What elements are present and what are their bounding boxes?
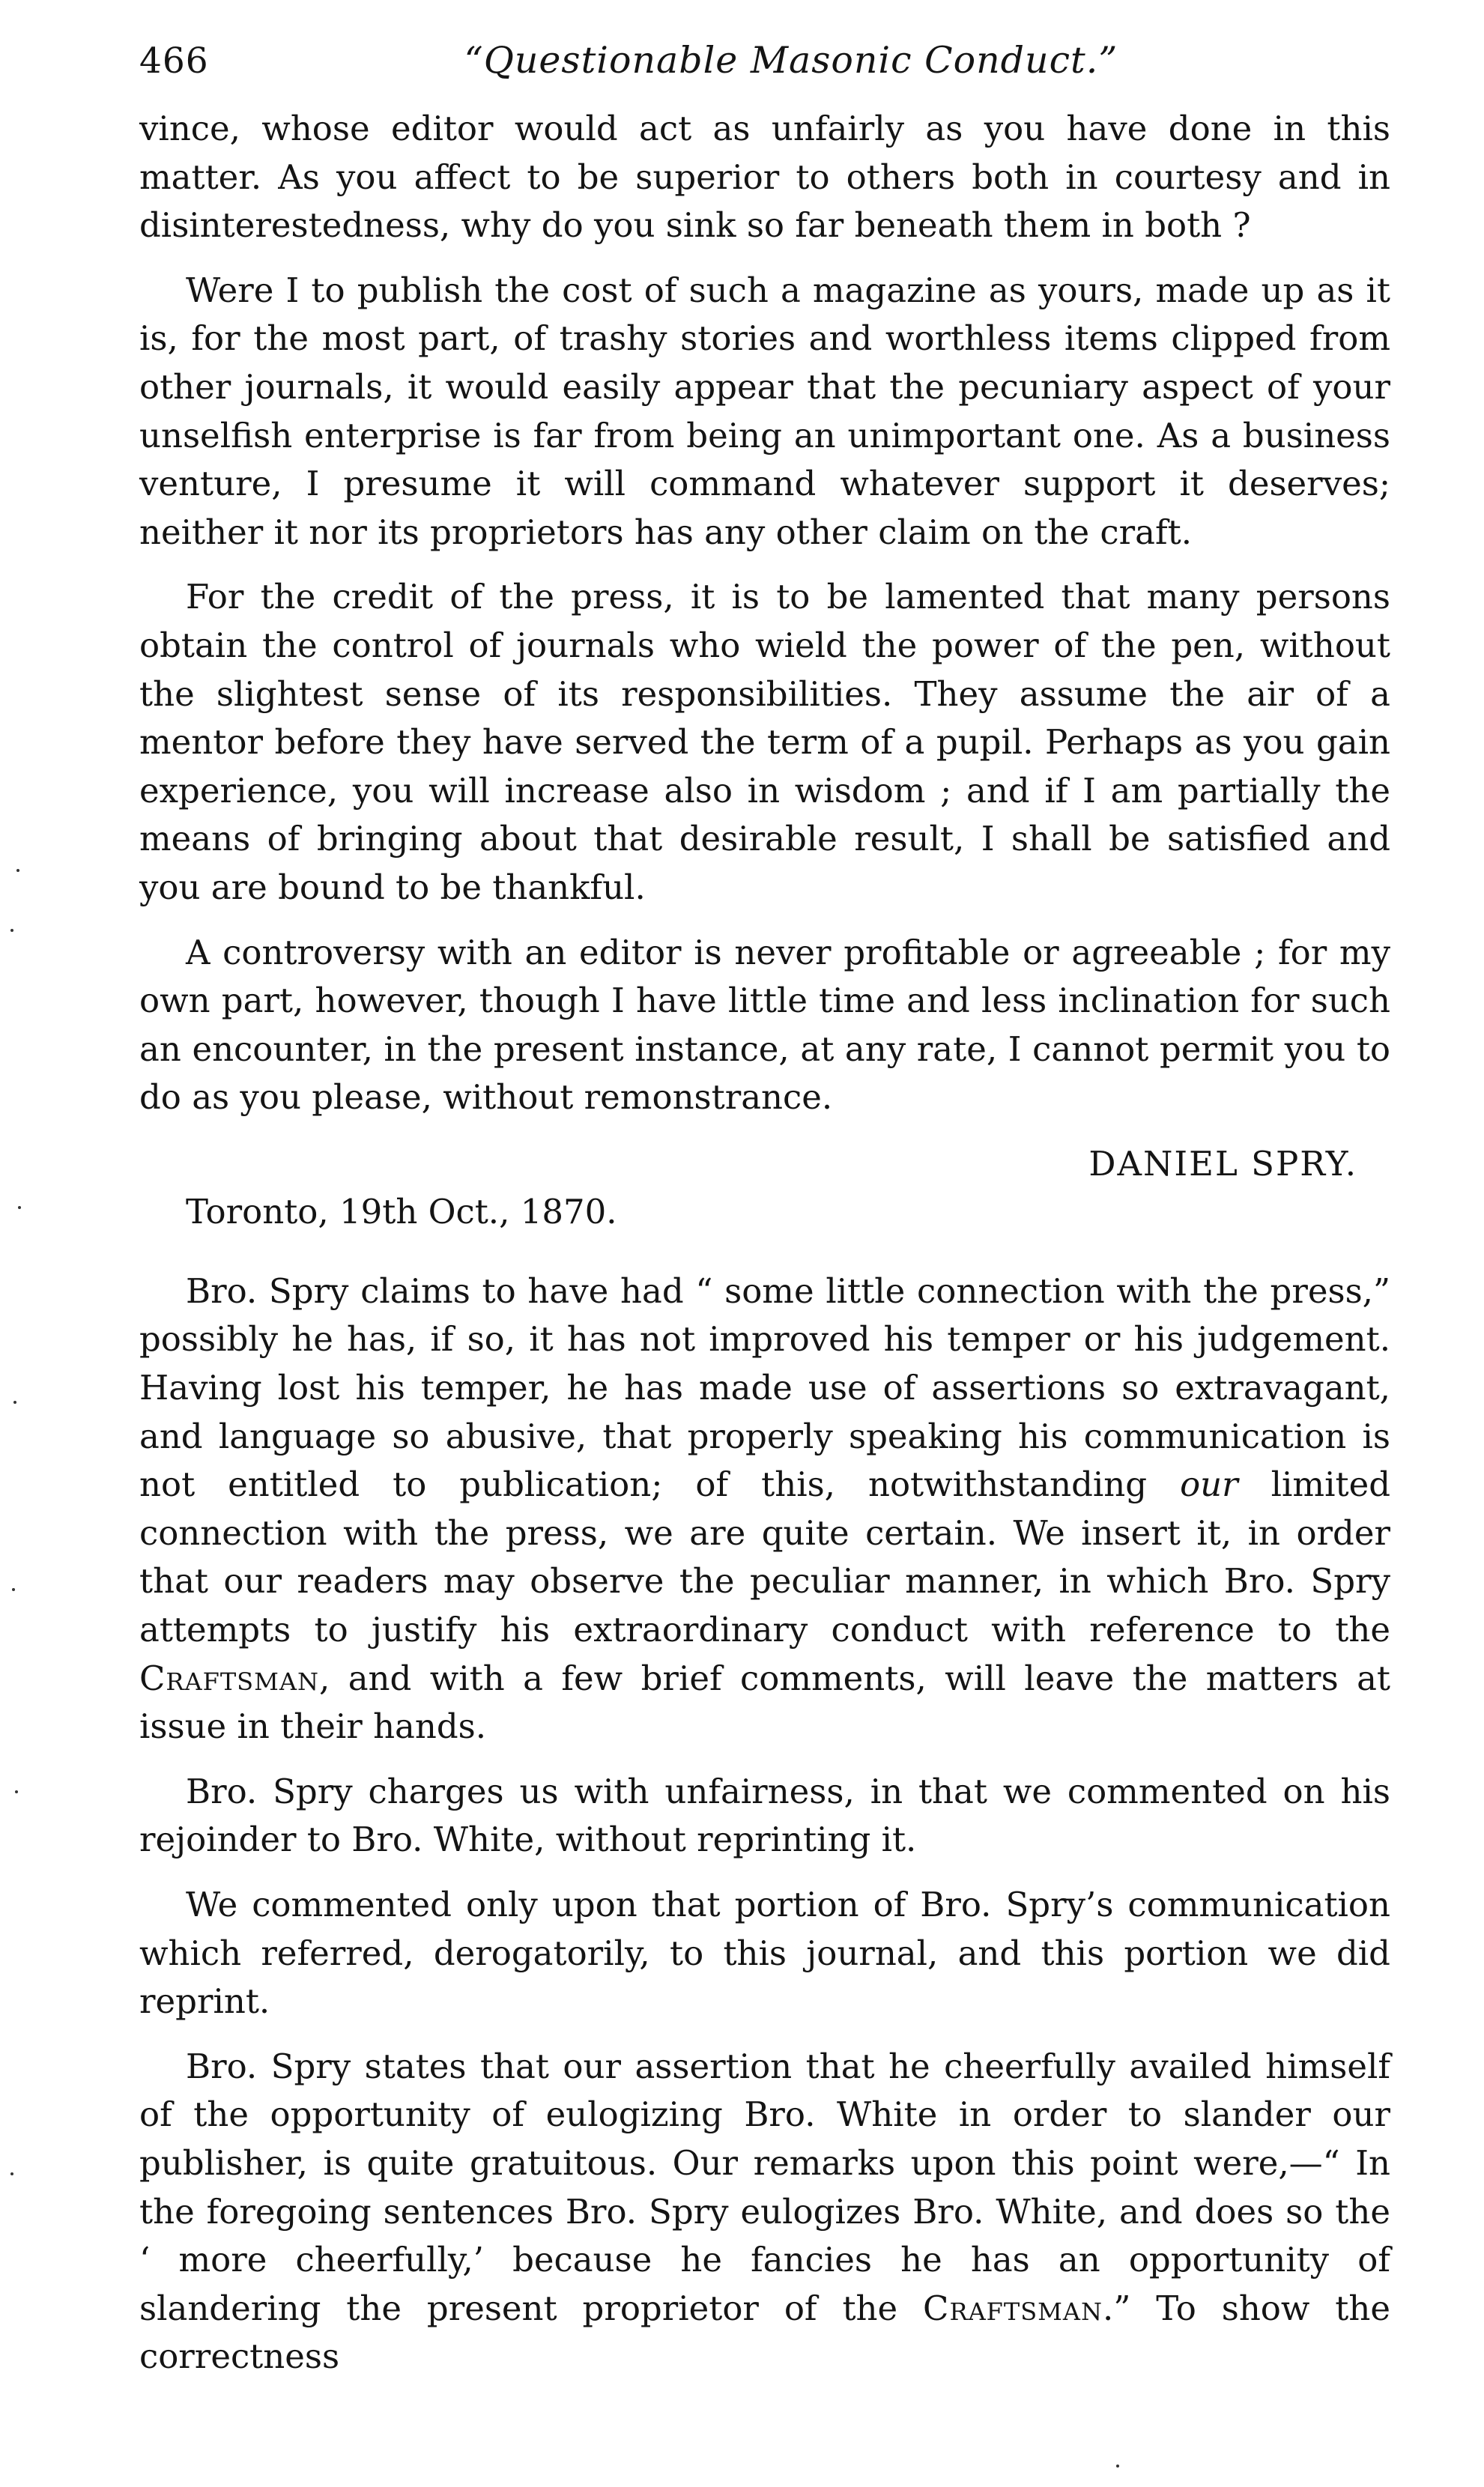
journal-name: Craftsman	[139, 1658, 319, 1698]
reply-text: limited connection with the press, we are quite certain. We insert it, in order that our readers may observe the peculiar manner, in which Bro. Spry attempts to justify his extraordinary conduct with reference to the	[139, 1464, 1391, 1650]
reply-paragraph-2: Bro. Spry charges us with unfairness, in that we commented on his rejoinder to Bro. White, without reprinting it.	[139, 1771, 1390, 1860]
reply-paragraph-3: We commented only upon that portion of Bro. Spry’s communication which referred, derogatorily, to this journal, and this portion we did reprint.	[139, 1885, 1390, 2022]
reply-text: .” To show the correctness	[139, 2288, 1390, 2377]
scan-speck	[10, 2172, 13, 2175]
dateline: Toronto, 19th Oct., 1870.	[186, 1191, 617, 1232]
letter-paragraph-3: For the credit of the press, it is to be lamented that many persons obtain the control of journals who wield the power of the pen, without the slightest sense of its responsibilities. They assume the air of a mentor before they have served the term of a pupil. Perhaps as you gain experience, you will increase also in wisdom ; and if I am partially the means of bringing about that desirable result, I shall be satisfied and you are bound to be thankful.	[139, 577, 1390, 907]
reply-text: Bro. Spry states that our assertion that he cheerfully availed himself of the opportunity of eulogizing Bro. White in order to slander our publisher, is quite gratuitous. Our remarks upon this point were,—“ In the foregoing sentences Bro. Spry eulogizes Bro. White, and does so the ‘ more cheerfully,’ because he fancies he has an opportunity of slandering the present proprietor of the	[139, 2046, 1390, 2328]
letter-paragraph-2: Were I to publish the cost of such a magazine as yours, made up as it is, for the most part, of trashy stories and worthless items clipped from other journals, it would easily appear that the pecuniary aspect of your unselfish enterprise is far from being an unimportant one. As a business venture, I presume it will command whatever support it deserves; neither it nor its proprietors has any other claim on the craft.	[139, 270, 1390, 552]
reply-text: Bro. Spry claims to have had “ some little connection with the press,” possibly he has, if so, it has not improved his temper or his judgement. Having lost his temper, he has made use of assertions so extravagant, and language so abusive, that properly speaking his communication is not entitled to publication; of this, notwithstanding	[139, 1270, 1390, 1505]
scan-speck	[15, 1790, 18, 1793]
letter-paragraph-4: A controversy with an editor is never profitable or agreeable ; for my own part, however, though I have little time and less inclination for such an encounter, in the present instance, at any rate, I cannot permit you to do as you please, without remonstrance.	[139, 932, 1390, 1118]
reply-paragraph-4	[139, 2043, 1390, 2381]
journal-name: Craftsman	[923, 2288, 1103, 2328]
scan-speck	[10, 929, 13, 932]
signature: DANIEL SPRY.	[1088, 1143, 1357, 1184]
reply-paragraph-1	[139, 1267, 1390, 1751]
scan-speck	[18, 1206, 21, 1209]
page-body	[139, 105, 1390, 2381]
page-number: 466	[139, 40, 209, 82]
page-header	[139, 36, 1390, 90]
scan-speck	[16, 869, 19, 872]
letter-paragraph-1: vince, whose editor would act as unfairly as you have done in this matter. As you affect to be superior to others both in courtesy and in disinterestedness, why do you sink so far beneath them in both ?	[139, 109, 1390, 246]
scan-speck	[12, 1588, 15, 1591]
emphasis-text: our	[1180, 1464, 1238, 1505]
scan-speck	[13, 1401, 16, 1404]
reply-text: , and with a few brief comments, will leave the matters at issue in their hands.	[139, 1658, 1390, 1747]
running-title: “Questionable Masonic Conduct.”	[464, 39, 1118, 82]
scan-speck	[1116, 2465, 1119, 2468]
letter-closing	[139, 1140, 1390, 1238]
